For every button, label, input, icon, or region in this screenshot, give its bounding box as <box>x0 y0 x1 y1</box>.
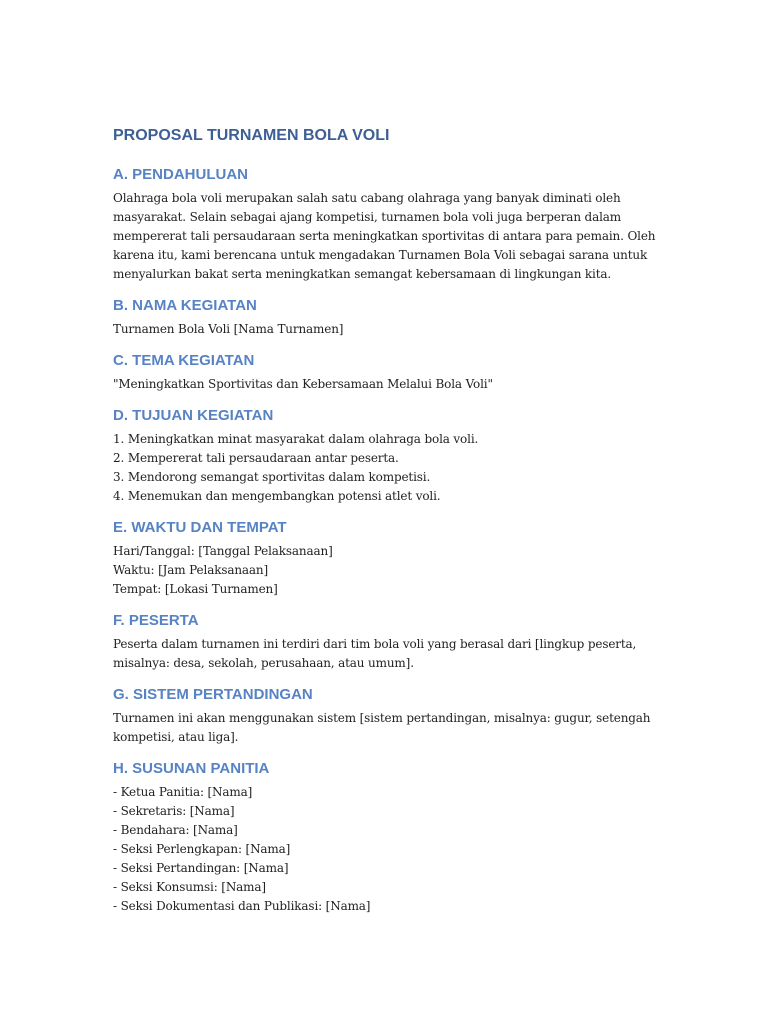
list-item: Tempat: [Lokasi Turnamen] <box>113 582 278 596</box>
document-title: PROPOSAL TURNAMEN BOLA VOLI <box>113 127 390 144</box>
section-paragraph: Turnamen Bola Voli [Nama Turnamen] <box>113 322 344 336</box>
section-pendahuluan <box>113 165 673 284</box>
list-item: Hari/Tanggal: [Tanggal Pelaksanaan] <box>113 544 333 558</box>
list-item: - Seksi Dokumentasi dan Publikasi: [Nama] <box>113 899 371 913</box>
section-tema-kegiatan <box>113 351 673 394</box>
list-item: - Seksi Pertandingan: [Nama] <box>113 861 289 875</box>
section-heading: C. TEMA KEGIATAN <box>113 352 255 369</box>
section-paragraph: Peserta dalam turnamen ini terdiri dari tim bola voli yang berasal dari [lingkup peserta, misalnya: desa, sekolah, perusahaan, atau umum]. <box>113 637 637 670</box>
list-item: - Bendahara: [Nama] <box>113 823 238 837</box>
section-heading: F. PESERTA <box>113 612 199 629</box>
section-paragraph: Olahraga bola voli merupakan salah satu cabang olahraga yang banyak diminati oleh masyarakat. Selain sebagai ajang kompetisi, turnamen bola voli juga berperan dalam mempererat tali persaudaraan serta meningkatkan sportivitas di antara para pemain. Oleh karena itu, kami berencana untuk mengadakan Turnamen Bola Voli sebagai sarana untuk menyalurkan bakat serta meningkatkan semangat kebersamaan di lingkungan kita. <box>113 191 656 281</box>
section-paragraph: "Meningkatkan Sportivitas dan Kebersamaan Melalui Bola Voli" <box>113 377 493 391</box>
section-heading: B. NAMA KEGIATAN <box>113 297 257 314</box>
section-heading: D. TUJUAN KEGIATAN <box>113 407 274 424</box>
document-page <box>113 124 673 928</box>
list-item: - Sekretaris: [Nama] <box>113 804 235 818</box>
section-paragraph: Turnamen ini akan menggunakan sistem [sistem pertandingan, misalnya: gugur, setengah kompetisi, atau liga]. <box>113 711 651 744</box>
section-heading: E. WAKTU DAN TEMPAT <box>113 519 287 536</box>
section-peserta <box>113 611 673 673</box>
section-heading: G. SISTEM PERTANDINGAN <box>113 686 313 703</box>
section-heading: H. SUSUNAN PANITIA <box>113 760 270 777</box>
list-item: 2. Mempererat tali persaudaraan antar peserta. <box>113 451 399 465</box>
section-waktu-tempat <box>113 518 673 599</box>
section-sistem-pertandingan <box>113 685 673 747</box>
list-item: - Ketua Panitia: [Nama] <box>113 785 253 799</box>
list-item: Waktu: [Jam Pelaksanaan] <box>113 563 269 577</box>
section-nama-kegiatan <box>113 296 673 339</box>
list-item: 3. Mendorong semangat sportivitas dalam kompetisi. <box>113 470 431 484</box>
list-item: 1. Meningkatkan minat masyarakat dalam olahraga bola voli. <box>113 432 479 446</box>
list-item: - Seksi Perlengkapan: [Nama] <box>113 842 291 856</box>
list-item: - Seksi Konsumsi: [Nama] <box>113 880 266 894</box>
section-tujuan-kegiatan <box>113 406 673 506</box>
list-item: 4. Menemukan dan mengembangkan potensi atlet voli. <box>113 489 441 503</box>
section-susunan-panitia <box>113 759 673 916</box>
section-heading: A. PENDAHULUAN <box>113 166 248 183</box>
